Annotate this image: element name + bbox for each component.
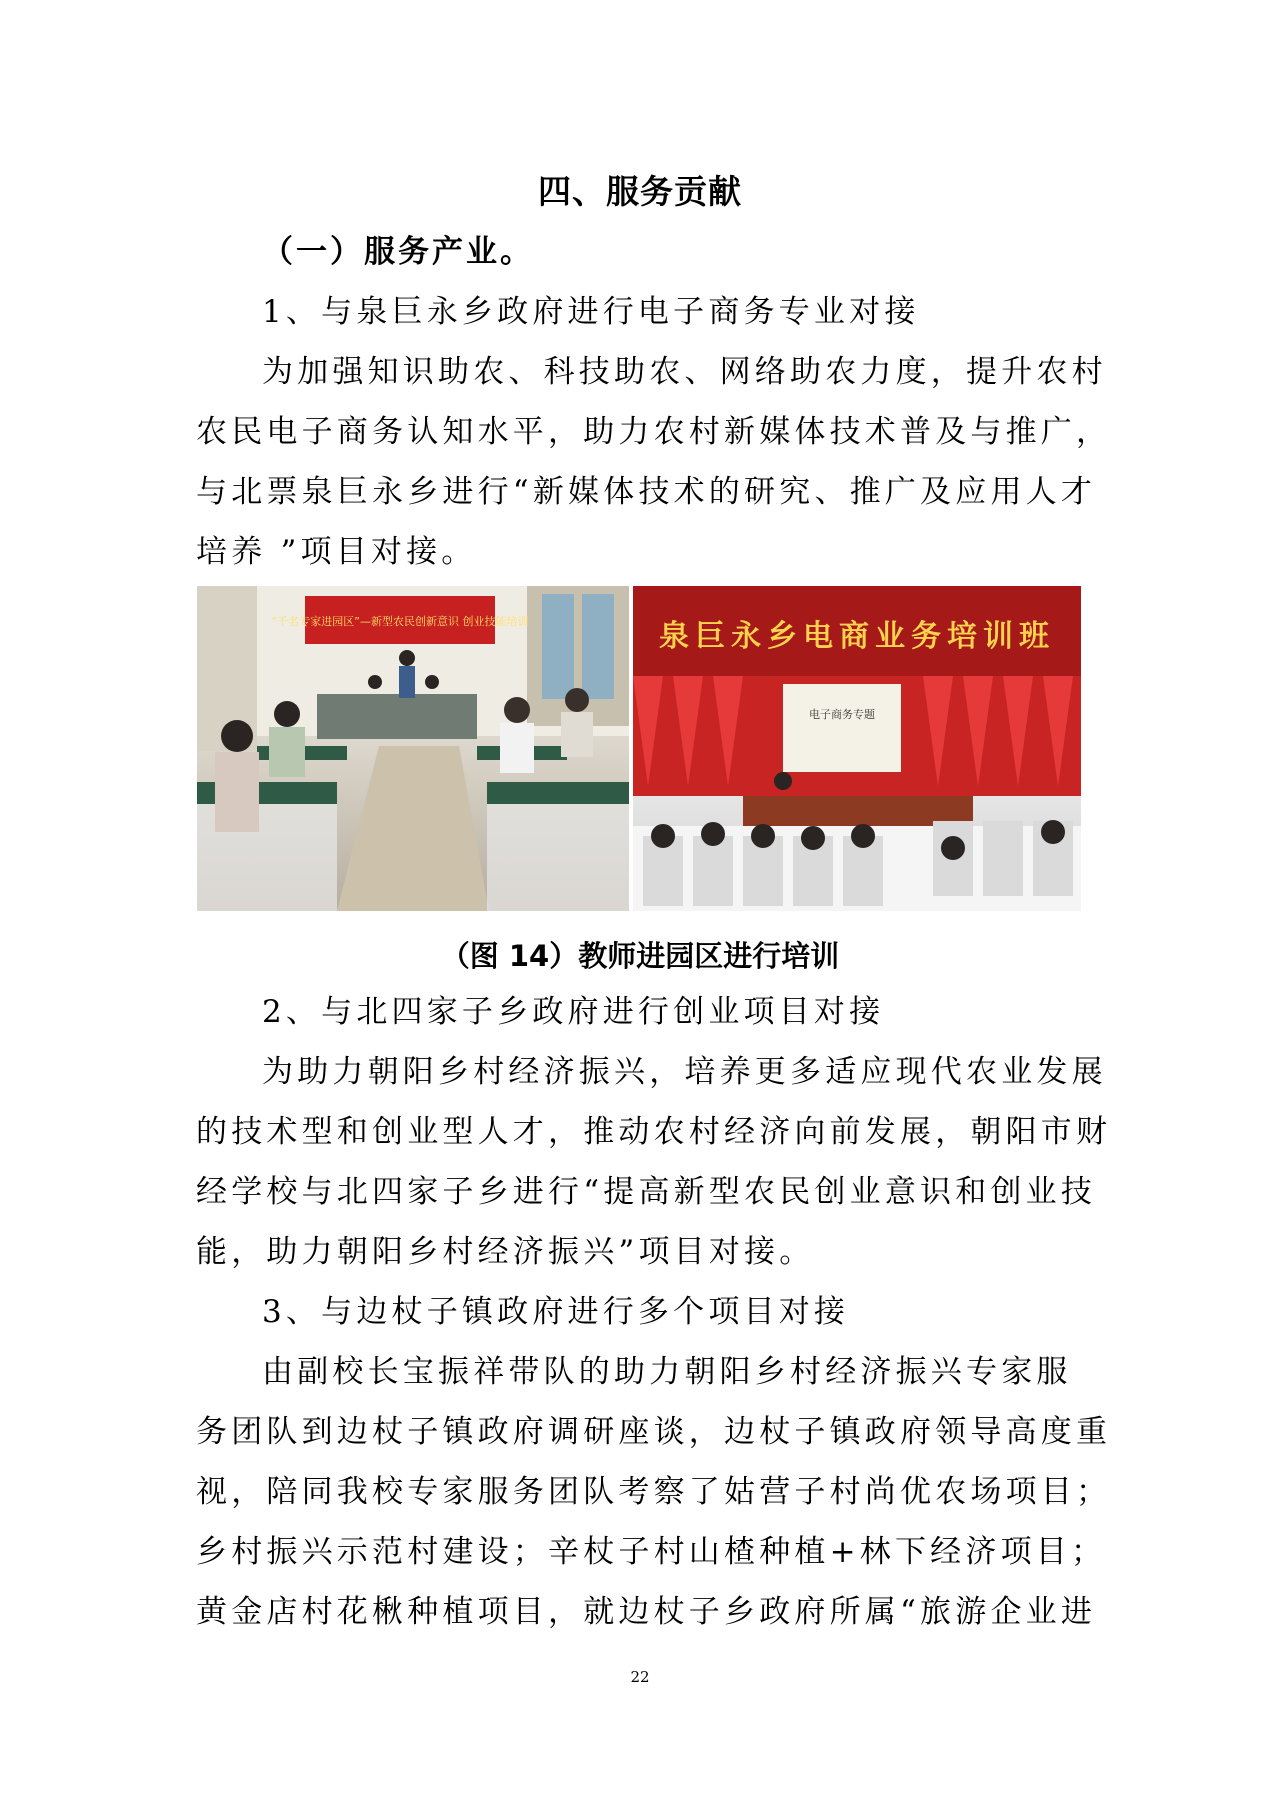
classroom-scene-illustration [197, 586, 629, 911]
left-banner-text: “千名专家进园区”—新型农民创新意识 创业技能培训 [271, 615, 529, 628]
item-3-line-4: 乡村振兴示范村建设；辛杖子村山楂种植+林下经济项目； [196, 1534, 1107, 1570]
item-3-title: 3、与边杖子镇政府进行多个项目对接 [262, 1294, 850, 1330]
item-3-line-3: 视，陪同我校专家服务团队考察了姑营子村尚优农场项目； [196, 1474, 1112, 1510]
photo-row [197, 586, 1081, 911]
item-3-line-2: 务团队到边杖子镇政府调研座谈，边杖子镇政府领导高度重 [196, 1414, 1112, 1450]
page-number: 22 [630, 1668, 650, 1686]
item-2-line-4: 能，助力朝阳乡村经济振兴”项目对接。 [196, 1234, 815, 1270]
item-3-line-5: 黄金店村花楸种植项目，就边杖子乡政府所属“旅游企业进 [196, 1594, 1097, 1630]
ecommerce-training-photo [633, 586, 1081, 911]
item-2-line-2: 的技术型和创业型人才，推动农村经济向前发展，朝阳市财 [196, 1114, 1112, 1150]
item-1-line-3: 与北票泉巨永乡进行“新媒体技术的研究、推广及应用人才 [196, 474, 1097, 510]
item-1-line-4: 培养 ”项目对接。 [196, 534, 477, 570]
hall-scene-illustration [633, 586, 1081, 911]
item-1-line-1: 为加强知识助农、科技助农、网络助农力度，提升农村 [262, 354, 1107, 390]
item-2-title: 2、与北四家子乡政府进行创业项目对接 [262, 994, 885, 1030]
subheading: （一）服务产业。 [262, 234, 534, 270]
item-3-line-1: 由副校长宝振祥带队的助力朝阳乡村经济振兴专家服 [262, 1354, 1072, 1390]
item-2-line-3: 经学校与北四家子乡进行“提高新型农民创业意识和创业技 [196, 1174, 1097, 1210]
section-heading: 四、服务贡献 [538, 172, 742, 211]
item-1-line-2: 农民电子商务认知水平，助力农村新媒体技术普及与推广， [196, 414, 1112, 450]
item-1-title: 1、与泉巨永乡政府进行电子商务专业对接 [262, 294, 920, 330]
figure-caption: （图 14）教师进园区进行培训 [440, 939, 840, 973]
classroom-training-photo [197, 586, 629, 911]
item-2-line-1: 为助力朝阳乡村经济振兴，培养更多适应现代农业发展 [262, 1054, 1107, 1090]
right-banner-text: 泉巨永乡电商业务培训班 [659, 619, 1055, 654]
screen-text: 电子商务专题 [809, 708, 875, 721]
